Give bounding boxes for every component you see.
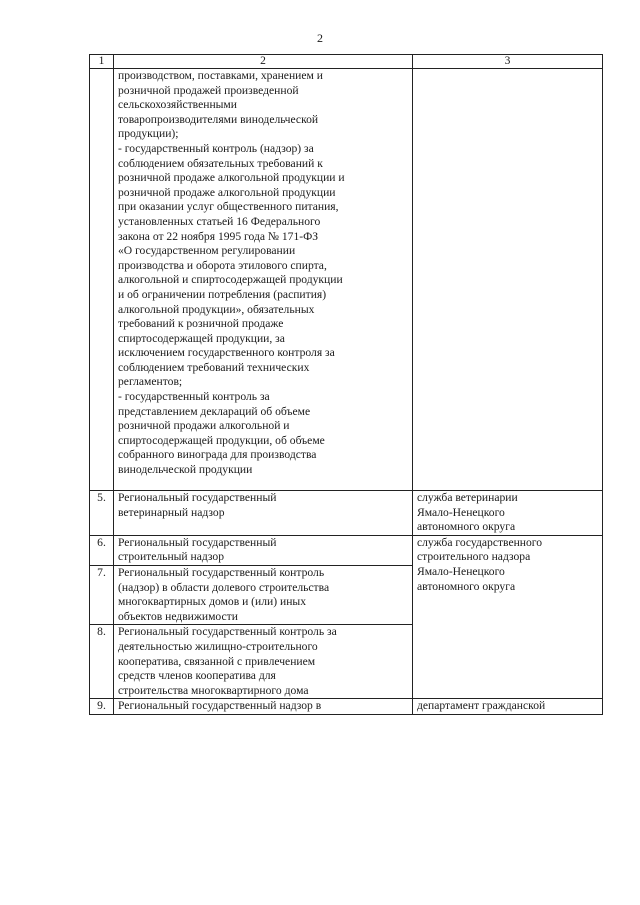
continuation-text-cell — [114, 69, 413, 491]
text-line: розничной продажей произведенной — [118, 83, 299, 97]
row-number: 7. — [90, 565, 114, 624]
text-line: соблюдением обязательных требований к — [118, 156, 323, 170]
text-line: спиртосодержащей продукции, за — [118, 331, 285, 345]
authority-empty — [413, 69, 603, 491]
text-line: производством, поставками, хранением и — [118, 69, 323, 82]
row-number: 8. — [90, 625, 114, 699]
text-line: - государственный контроль за — [118, 390, 270, 404]
control-type-cell — [114, 565, 413, 624]
text-line: автономного округа — [417, 579, 516, 593]
table-row-6 — [90, 535, 603, 565]
regulation-table — [89, 54, 603, 715]
text-line: алкогольной продукции», обязательных — [118, 302, 315, 316]
text-line: Региональный государственный контроль — [118, 565, 325, 579]
text-line: Ямало-Ненецкого — [417, 564, 505, 578]
text-line: Региональный государственный — [118, 535, 277, 549]
table-row-continuation — [90, 69, 603, 491]
text-line: кооператива, связанной с привлечением — [118, 654, 316, 668]
text-line: Региональный государственный — [118, 491, 277, 504]
text-line: Региональный государственный надзор в — [118, 699, 322, 713]
text-line: ветеринарный надзор — [118, 505, 225, 519]
row-number-empty — [90, 69, 114, 491]
text-line: строительства многоквартирного дома — [118, 683, 309, 697]
page-number: 2 — [317, 31, 323, 45]
text-line: установленных статьей 16 Федерального — [118, 214, 321, 228]
text-line: представлением деклараций об объеме — [118, 404, 311, 418]
table-header-row — [90, 55, 603, 69]
row-number: 5. — [90, 491, 114, 536]
text-line: департамент гражданской — [417, 699, 546, 713]
table-row-5 — [90, 491, 603, 536]
text-line: (надзор) в области долевого строительства — [118, 580, 330, 594]
text-line: объектов недвижимости — [118, 609, 238, 623]
table-row-9 — [90, 699, 603, 715]
text-line: регламентов; — [118, 375, 183, 389]
column-header-3: 3 — [413, 55, 603, 69]
text-line: алкогольной и спиртосодержащей продукции — [118, 273, 343, 287]
authority-cell — [413, 699, 603, 715]
text-line: розничной продажи алкогольной и — [118, 419, 290, 433]
text-line: многоквартирных домов и (или) иных — [118, 595, 306, 609]
text-line: служба ветеринарии — [417, 491, 518, 504]
text-line: продукции); — [118, 127, 179, 141]
text-line: спиртосодержащей продукции, об объеме — [118, 433, 325, 447]
text-line: - государственный контроль (надзор) за — [118, 141, 314, 155]
text-line: служба государственного — [417, 535, 543, 549]
text-line: соблюдением требований технических — [118, 360, 310, 374]
column-header-2: 2 — [114, 55, 413, 69]
text-line: и об ограничении потребления (распития) — [118, 287, 327, 301]
text-line: винодельческой продукции — [118, 463, 253, 477]
text-line: закона от 22 ноября 1995 года № 171-ФЗ — [118, 229, 319, 243]
text-line: сельскохозяйственными — [118, 98, 237, 112]
control-type-cell — [114, 625, 413, 699]
text-line: автономного округа — [417, 520, 516, 534]
text-line: «О государственном регулировании — [118, 244, 296, 258]
row-number: 9. — [90, 699, 114, 715]
row-number: 6. — [90, 535, 114, 565]
text-line: требований к розничной продаже — [118, 317, 284, 331]
text-line: строительного надзора — [417, 550, 531, 564]
text-line: строительный надзор — [118, 550, 225, 564]
text-line: при оказании услуг общественного питания, — [118, 200, 339, 214]
text-line: розничной продаже алкогольной продукции и — [118, 171, 345, 185]
control-type-cell — [114, 699, 413, 715]
text-line: товаропроизводителями винодельческой — [118, 112, 319, 126]
text-line: производства и оборота этилового спирта, — [118, 258, 327, 272]
text-line: розничной продаже алкогольной продукции — [118, 185, 336, 199]
text-line: Региональный государственный контроль за — [118, 625, 337, 639]
text-line: собранного винограда для производства — [118, 448, 317, 462]
text-line: исключением государственного контроля за — [118, 346, 335, 360]
text-line: деятельностью жилищно-строительного — [118, 639, 318, 653]
text-line: средств членов кооператива для — [118, 669, 276, 683]
column-header-1: 1 — [90, 55, 114, 69]
control-type-cell — [114, 535, 413, 565]
control-type-cell — [114, 491, 413, 536]
authority-cell — [413, 491, 603, 536]
authority-cell — [413, 535, 603, 699]
text-line: Ямало-Ненецкого — [417, 505, 505, 519]
